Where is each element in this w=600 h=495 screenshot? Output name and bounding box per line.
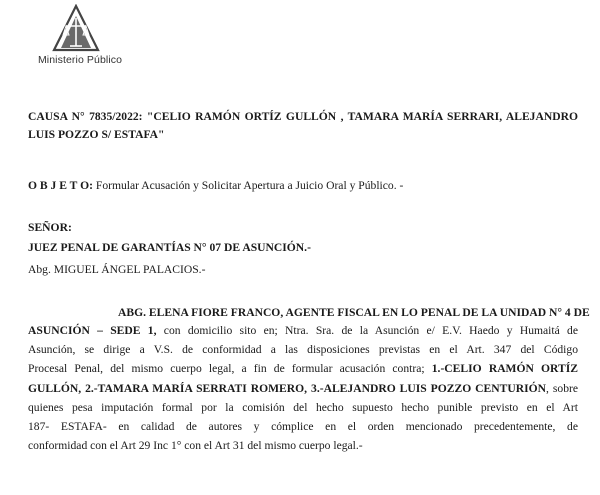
- scales-of-justice-emblem: [44, 4, 108, 52]
- body-line-4-b: 1.-CELIO RAMÓN ORTÍZ: [431, 362, 578, 375]
- body-line-2-rest: con domicilio sito en; Ntra. Sra. de la Asunción e/ E.V. Haedo y Humaitá de: [156, 324, 578, 337]
- body-line-2-bold: ASUNCIÓN – SEDE 1,: [28, 324, 157, 337]
- org-name: Ministerio Público: [37, 54, 123, 66]
- salutation: SEÑOR:: [28, 221, 72, 234]
- recipient-name: Abg. MIGUEL ÁNGEL PALACIOS.-: [28, 263, 206, 276]
- causa-line-1: CAUSA N° 7835/2022: "CELIO RAMÓN ORTÍZ GULLÓN , TAMARA MARÍA SERRARI, ALEJANDRO: [28, 110, 578, 123]
- body-line-5: [28, 382, 578, 396]
- body-line-2: [28, 324, 578, 338]
- body-line-7: 187- ESTAFA- en calidad de autores y cómplice en el orden mencionado precedentemente, de: [28, 420, 578, 433]
- body-line-6: quienes pesa imputación formal por la comisión del hecho supuesto hecho punible previsto en el Art: [28, 401, 578, 414]
- body-line-5-b: , sobre: [546, 382, 578, 395]
- body-line-5-a: GULLÓN, 2.-TAMARA MARÍA SERRATI ROMERO, 3.-ALEJANDRO LUIS POZZO CENTURIÓN: [28, 382, 547, 395]
- causa-line-2: LUIS POZZO S/ ESTAFA": [28, 128, 165, 141]
- body-line-8: conformidad con el Art 29 Inc 1° con el Art 31 del mismo cuerpo legal.-: [28, 439, 363, 452]
- objeto-line: [28, 179, 403, 193]
- objeto-label: O B J E T O:: [28, 179, 93, 192]
- body-line-3: Asunción, se dirige a V.S. de conformidad a las disposiciones previstas en el Art. 347 del Código: [28, 343, 578, 356]
- ministerio-publico-logo: [30, 4, 130, 72]
- recipient-title: JUEZ PENAL DE GARANTÍAS N° 07 DE ASUNCIÓN.-: [28, 241, 311, 254]
- body-line-1: ABG. ELENA FIORE FRANCO, AGENTE FISCAL EN LO PENAL DE LA UNIDAD N° 4 DE: [118, 306, 590, 319]
- objeto-text: Formular Acusación y Solicitar Apertura a Juicio Oral y Público. -: [92, 179, 404, 192]
- body-line-4-a: Procesal Penal, del mismo cuerpo legal, a fin de formular acusación contra;: [28, 362, 432, 375]
- body-line-4: [28, 362, 578, 376]
